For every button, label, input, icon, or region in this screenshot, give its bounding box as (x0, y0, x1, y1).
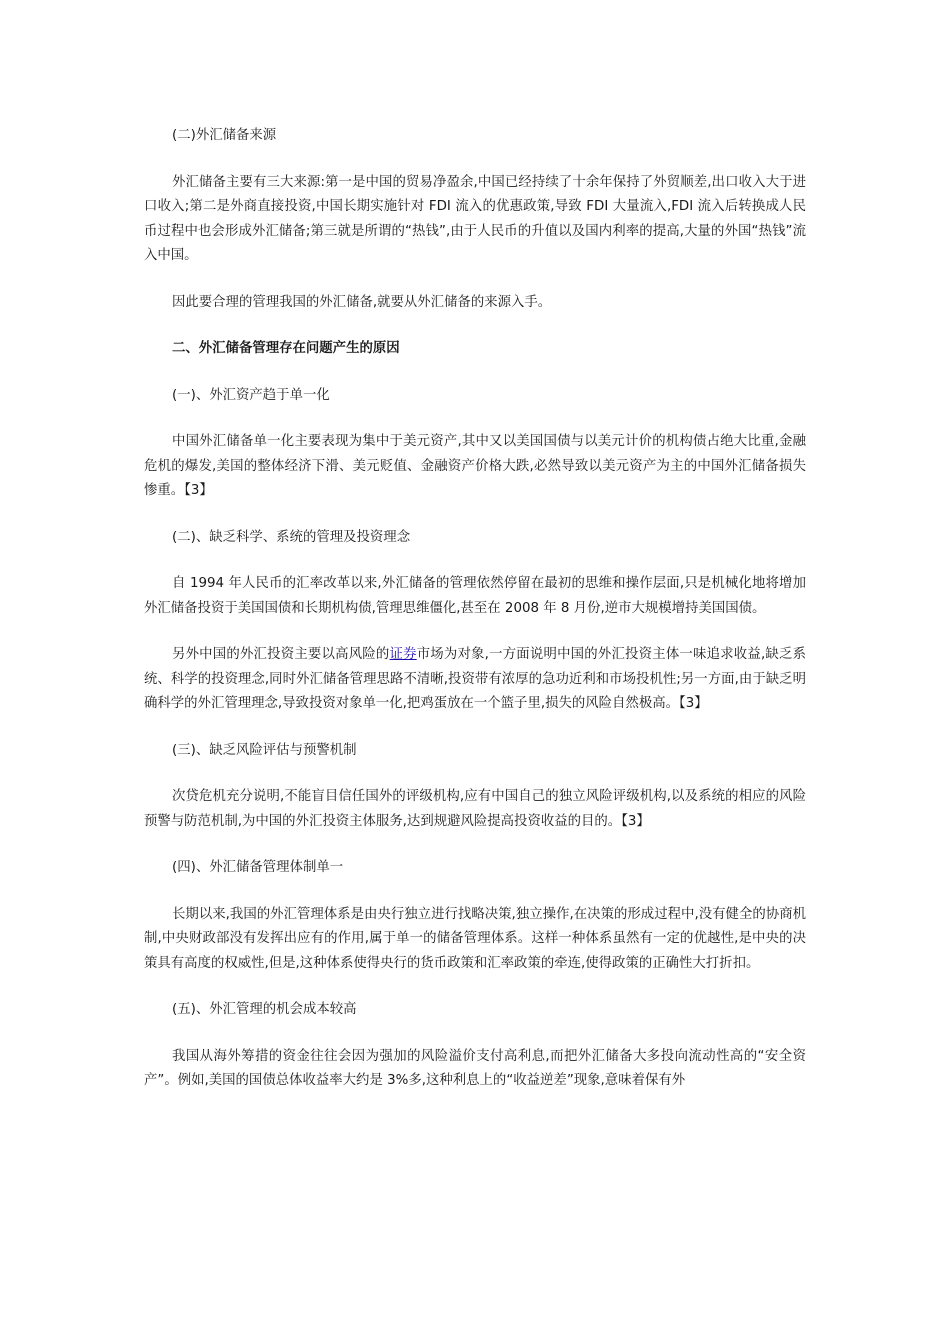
subheading-risk-assessment: (三)、缺乏风险评估与预警机制 (172, 742, 357, 758)
paragraph-single-asset: 中国外汇储备单一化主要表现为集中于美元资产,其中又以美国国债与以美元计价的机构债占绝大比重,金融危机的爆发,美国的整体经济下滑、美元贬值、金融资产价格大跌,必然导致以美元资产为主的中国外汇储备损失惨重。【3】 (144, 434, 806, 498)
subheading-lack-of-concept: (二)、缺乏科学、系统的管理及投资理念 (172, 529, 411, 545)
paragraph-lack-of-concept: 自 1994 年人民币的汇率改革以来,外汇储备的管理依然停留在最初的思维和操作层面,只是机械化地将增加外汇储备投资于美国国债和长期机构债,管理思维僵化,甚至在 2008 年 8 月份,逆市大规模增持美国国债。 (144, 576, 806, 616)
section-heading-foreign-reserve-sources: (二)外汇储备来源 (172, 128, 277, 143)
paragraph-opportunity-cost: 我国从海外筹措的资金往往会因为强加的风险溢价支付高利息,而把外汇储备大多投向流动性高的“安全资产”。例如,美国的国债总体收益率大约是 3%多,这种利息上的“收益逆差”现象,意味着保有外 (144, 1048, 806, 1088)
paragraph-text-after-link: 市场为对象,一方面说明中国的外汇投资主体一味追求收益,缺乏系统、科学的投资理念,同时外汇储备管理思路不清晰,投资带有浓厚的急功近利和市场投机性;另一方面,由于缺乏明确科学的外汇管理理念,导致投资对象单一化,把鸡蛋放在一个篮子里,损失的风险自然极高。【3】 (144, 647, 807, 711)
paragraph-management-approach: 因此要合理的管理我国的外汇储备,就要从外汇储备的来源入手。 (172, 294, 552, 310)
chapter-heading-causes: 二、外汇储备管理存在问题产生的原因 (172, 341, 400, 356)
securities-link[interactable]: 证券 (389, 647, 417, 662)
paragraph-text-before-link: 另外中国的外汇投资主要以高风险的 (172, 647, 390, 662)
subheading-single-asset: (一)、外汇资产趋于单一化 (172, 387, 330, 403)
paragraph-risk-assessment: 次贷危机充分说明,不能盲目信任国外的评级机构,应有中国自己的独立风险评级机构,以及系统的相应的风险预警与防范机制,为中国的外汇投资主体服务,达到规避风险提高投资收益的目的。【3】 (144, 789, 806, 829)
document-body (144, 124, 806, 1116)
paragraph-reserve-sources: 外汇储备主要有三大来源:第一是中国的贸易净盈余,中国已经持续了十余年保持了外贸顺差,出口收入大于进口收入;第二是外商直接投资,中国长期实施针对 FDI 流入的优惠政策,导致 FDI 大量流入,FDI 流入后转换成人民币过程中也会形成外汇储备;第三就是所谓的“热钱”,由于人民币的升值以及国内利率的提高,大量的外国“热钱”流入中国。 (144, 174, 806, 263)
paragraph-high-risk-investment (144, 643, 806, 717)
subheading-opportunity-cost: (五)、外汇管理的机会成本较高 (172, 1002, 357, 1017)
subheading-single-system: (四)、外汇储备管理体制单一 (172, 860, 344, 875)
paragraph-single-system: 长期以来,我国的外汇管理体系是由央行独立进行找略决策,独立操作,在决策的形成过程中,没有健全的协商机制,中央财政部没有发挥出应有的作用,属于单一的储备管理体系。这样一种体系虽然有一定的优越性,是中央的决策具有高度的权威性,但是,这种体系使得央行的货币政策和汇率政策的牵连,使得政策的正确性大打折扣。 (144, 906, 806, 971)
